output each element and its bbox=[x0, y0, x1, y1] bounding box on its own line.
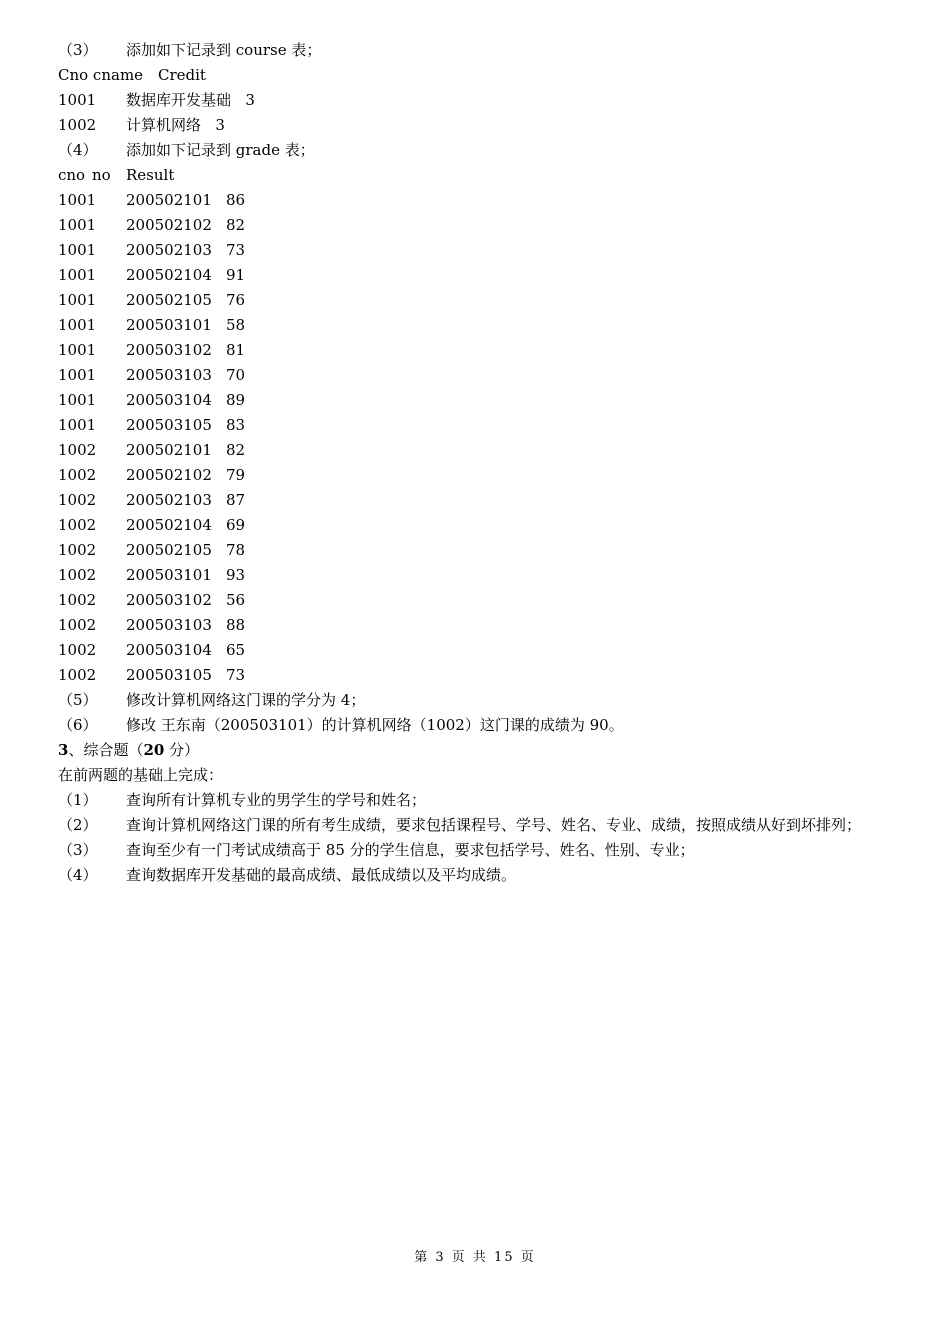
grade-row bbox=[58, 588, 898, 613]
grade-cno: 1002 bbox=[58, 491, 97, 509]
grade-result: 70 bbox=[226, 366, 246, 384]
section3-title-tail: 分） bbox=[164, 741, 200, 759]
grade-result: 82 bbox=[226, 441, 246, 459]
section3-heading bbox=[58, 738, 898, 763]
grade-result: 73 bbox=[226, 241, 246, 259]
grade-result: 87 bbox=[226, 491, 246, 509]
grade-instruction bbox=[58, 138, 898, 163]
grade-cno: 1001 bbox=[58, 341, 97, 359]
grade-row bbox=[58, 663, 898, 688]
course-cname: 计算机网络 bbox=[126, 116, 202, 134]
course-row bbox=[58, 88, 898, 113]
page-content bbox=[58, 38, 898, 888]
section3-items bbox=[58, 788, 898, 888]
course-instruction bbox=[58, 38, 898, 63]
grade-cno: 1002 bbox=[58, 516, 97, 534]
course-credit: 3 bbox=[245, 91, 255, 109]
grade-row bbox=[58, 213, 898, 238]
grade-no: 200503103 bbox=[126, 616, 212, 634]
grade-cno: 1002 bbox=[58, 591, 97, 609]
grade-cno: 1002 bbox=[58, 466, 97, 484]
course-cname: 数据库开发基础 bbox=[126, 91, 232, 109]
query-item bbox=[58, 838, 898, 863]
item-number: （6） bbox=[58, 716, 98, 734]
grade-row bbox=[58, 488, 898, 513]
grade-cno: 1001 bbox=[58, 191, 97, 209]
task-item bbox=[58, 688, 898, 713]
course-header-col2: Credit bbox=[158, 66, 206, 84]
grade-no: 200502102 bbox=[126, 216, 212, 234]
item-text: 查询计算机网络这门课的所有考生成绩，要求包括课程号、学号、姓名、专业、成绩，按照成绩从好到坏排列； bbox=[126, 816, 862, 834]
course-cno: 1001 bbox=[58, 91, 97, 109]
course-cno: 1002 bbox=[58, 116, 97, 134]
item-text: 查询所有计算机专业的男学生的学号和姓名； bbox=[126, 791, 427, 809]
item-text: 修改计算机网络这门课的学分为 4； bbox=[126, 691, 366, 709]
grade-no: 200503103 bbox=[126, 366, 212, 384]
grade-row bbox=[58, 438, 898, 463]
grade-result: 78 bbox=[226, 541, 246, 559]
grade-cno: 1002 bbox=[58, 616, 97, 634]
course-credit: 3 bbox=[215, 116, 225, 134]
page-footer: 第 3 页 共 15 页 bbox=[414, 1250, 536, 1265]
grade-row bbox=[58, 288, 898, 313]
grade-result: 76 bbox=[226, 291, 246, 309]
course-table-body bbox=[58, 88, 898, 138]
grade-cno: 1002 bbox=[58, 666, 97, 684]
course-header-col1: Cno cname bbox=[58, 66, 144, 84]
item-number: （4） bbox=[58, 866, 98, 884]
item-text: 修改 王东南（200503101）的计算机网络（1002）这门课的成绩为 90。 bbox=[126, 716, 624, 734]
query-item bbox=[58, 863, 898, 888]
grade-no: 200503102 bbox=[126, 591, 212, 609]
grade-cno: 1001 bbox=[58, 316, 97, 334]
grade-no: 200502101 bbox=[126, 191, 212, 209]
grade-row bbox=[58, 313, 898, 338]
grade-result: 91 bbox=[226, 266, 246, 284]
grade-no: 200503101 bbox=[126, 566, 212, 584]
grade-table-header bbox=[58, 163, 898, 188]
grade-result: 73 bbox=[226, 666, 246, 684]
grade-row bbox=[58, 513, 898, 538]
modify-tasks bbox=[58, 688, 898, 738]
grade-row bbox=[58, 338, 898, 363]
grade-result: 83 bbox=[226, 416, 246, 434]
course-row bbox=[58, 113, 898, 138]
grade-cno: 1001 bbox=[58, 216, 97, 234]
grade-row bbox=[58, 238, 898, 263]
grade-cno: 1001 bbox=[58, 241, 97, 259]
grade-cno: 1002 bbox=[58, 566, 97, 584]
grade-row bbox=[58, 413, 898, 438]
grade-row bbox=[58, 188, 898, 213]
section3-intro: 在前两题的基础上完成： bbox=[58, 766, 224, 784]
grade-row bbox=[58, 388, 898, 413]
query-item bbox=[58, 788, 898, 813]
grade-row bbox=[58, 463, 898, 488]
grade-no: 200502104 bbox=[126, 266, 212, 284]
grade-no: 200503104 bbox=[126, 641, 212, 659]
grade-no: 200503102 bbox=[126, 341, 212, 359]
grade-header-col3: Result bbox=[126, 166, 175, 184]
grade-result: 79 bbox=[226, 466, 246, 484]
section3-number: 3 bbox=[58, 741, 69, 759]
item-number: （3） bbox=[58, 41, 98, 59]
grade-no: 200502102 bbox=[126, 466, 212, 484]
grade-result: 81 bbox=[226, 341, 246, 359]
grade-row bbox=[58, 263, 898, 288]
grade-no: 200503105 bbox=[126, 666, 212, 684]
section3-title: 、综合题（ bbox=[68, 741, 144, 759]
grade-row bbox=[58, 563, 898, 588]
grade-row bbox=[58, 638, 898, 663]
grade-cno: 1001 bbox=[58, 391, 97, 409]
grade-result: 86 bbox=[226, 191, 246, 209]
grade-cno: 1001 bbox=[58, 416, 97, 434]
grade-no: 200502105 bbox=[126, 291, 212, 309]
item-number: （1） bbox=[58, 791, 98, 809]
grade-no: 200502103 bbox=[126, 491, 212, 509]
item-number: （2） bbox=[58, 816, 98, 834]
item-number: （5） bbox=[58, 691, 98, 709]
item-text: 添加如下记录到 course 表； bbox=[126, 41, 322, 59]
grade-result: 82 bbox=[226, 216, 246, 234]
grade-result: 65 bbox=[226, 641, 246, 659]
item-text: 查询至少有一门考试成绩高于 85 分的学生信息，要求包括学号、姓名、性别、专业； bbox=[126, 841, 695, 859]
task-item bbox=[58, 713, 898, 738]
item-number: （3） bbox=[58, 841, 98, 859]
grade-row bbox=[58, 538, 898, 563]
grade-header-col2: no bbox=[92, 166, 111, 184]
grade-cno: 1001 bbox=[58, 291, 97, 309]
grade-result: 93 bbox=[226, 566, 246, 584]
grade-result: 69 bbox=[226, 516, 246, 534]
course-table-header bbox=[58, 63, 898, 88]
grade-no: 200502104 bbox=[126, 516, 212, 534]
grade-no: 200502103 bbox=[126, 241, 212, 259]
item-text: 添加如下记录到 grade 表； bbox=[126, 141, 315, 159]
grade-cno: 1002 bbox=[58, 641, 97, 659]
grade-cno: 1002 bbox=[58, 441, 97, 459]
grade-cno: 1001 bbox=[58, 366, 97, 384]
section3-score: 20 bbox=[143, 741, 165, 759]
grade-cno: 1001 bbox=[58, 266, 97, 284]
grade-header-col1: cno bbox=[58, 166, 86, 184]
grade-no: 200503104 bbox=[126, 391, 212, 409]
grade-result: 56 bbox=[226, 591, 246, 609]
grade-row bbox=[58, 613, 898, 638]
grade-no: 200502105 bbox=[126, 541, 212, 559]
grade-result: 89 bbox=[226, 391, 246, 409]
grade-table-body bbox=[58, 188, 898, 688]
grade-cno: 1002 bbox=[58, 541, 97, 559]
query-item bbox=[58, 813, 898, 838]
grade-no: 200503105 bbox=[126, 416, 212, 434]
grade-no: 200503101 bbox=[126, 316, 212, 334]
grade-result: 88 bbox=[226, 616, 246, 634]
item-number: （4） bbox=[58, 141, 98, 159]
item-text: 查询数据库开发基础的最高成绩、最低成绩以及平均成绩。 bbox=[126, 866, 517, 884]
grade-result: 58 bbox=[226, 316, 246, 334]
grade-no: 200502101 bbox=[126, 441, 212, 459]
grade-row bbox=[58, 363, 898, 388]
